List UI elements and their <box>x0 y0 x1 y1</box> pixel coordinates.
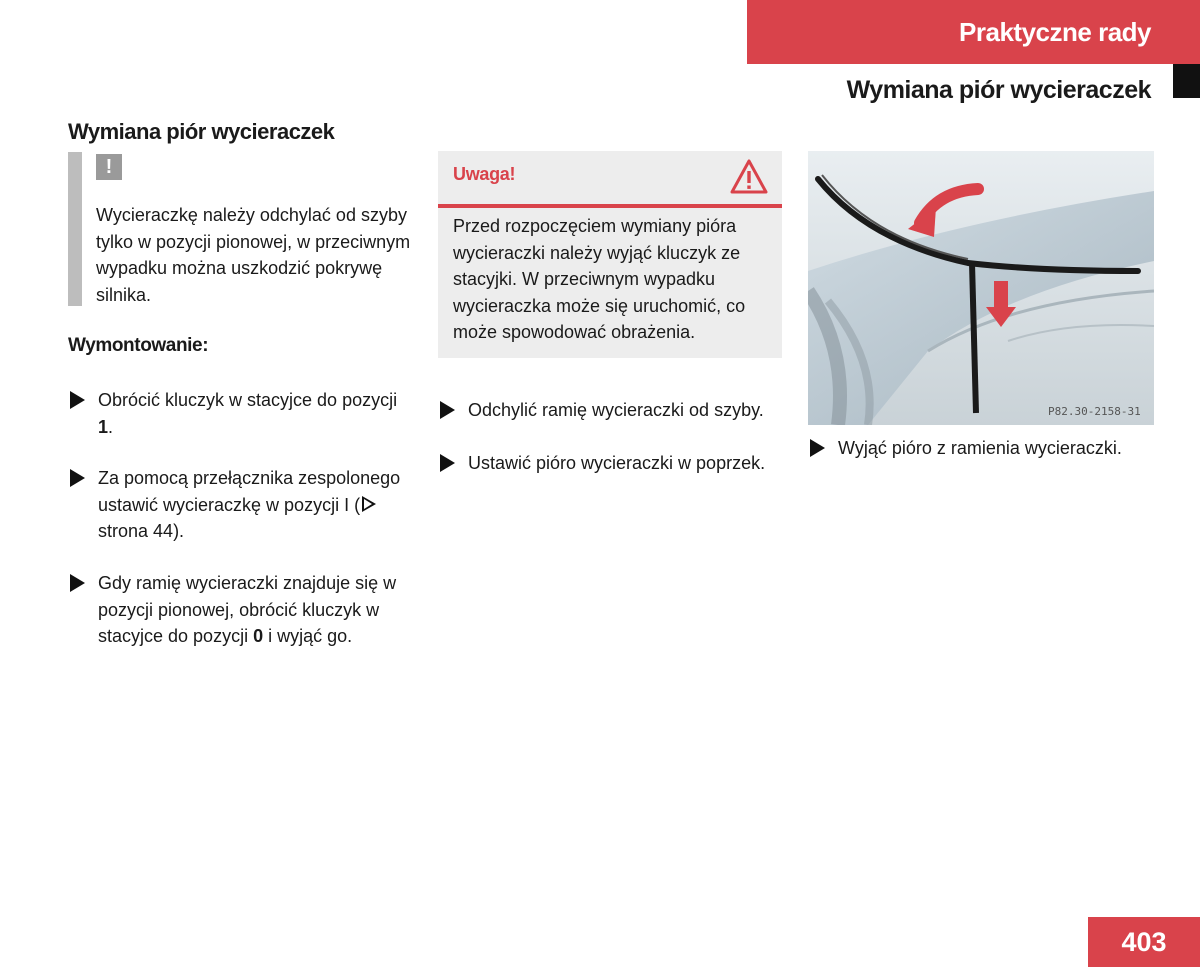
thumb-index-marker <box>1173 64 1200 98</box>
wiper-blade-illustration <box>808 151 1154 425</box>
page-reference-link[interactable]: strona 44 <box>98 521 174 541</box>
list-item <box>70 465 415 545</box>
list-item <box>70 387 415 440</box>
bullet-arrow-icon <box>70 391 85 409</box>
bullet-arrow-icon <box>70 574 85 592</box>
bullet-arrow-icon <box>70 469 85 487</box>
step-text: Odchylić ramię wycieraczki od szyby. <box>468 400 764 420</box>
running-head: Wymiana piór wycieraczek <box>846 76 1151 104</box>
step-text: Gdy ramię wycieraczki znajduje się w pozycji pionowej, obrócić kluczyk w stacyjce do pozycji 0 i wyjąć go. <box>98 573 397 646</box>
bullet-arrow-icon <box>810 439 825 457</box>
warning-box <box>438 151 782 358</box>
list-item <box>440 450 790 477</box>
list-item <box>440 397 790 424</box>
page-number: 403 <box>1088 917 1200 967</box>
step-text: Wyjąć pióro z ramienia wycieraczki. <box>838 438 1122 458</box>
warning-divider <box>438 204 782 208</box>
note-text: Wycieraczkę należy odchylać od szyby tylko w pozycji pionowej, w przeciwnym wypadku można uszkodzić pokrywę silnika. <box>96 205 411 305</box>
warning-title: Uwaga! <box>453 164 516 184</box>
warning-text: Przed rozpoczęciem wymiany pióra wycieraczki należy wyjąć kluczyk ze stacyjki. W przeciwnym wypadku wycieraczka może się uruchomić, co może spowodować obrażenia. <box>453 216 746 342</box>
step-text: Obrócić kluczyk w stacyjce do pozycji 1. <box>98 390 398 437</box>
bullet-arrow-icon <box>440 401 455 419</box>
section-title: Wymiana piór wycieraczek <box>68 119 335 144</box>
note-bar <box>68 152 82 306</box>
bullet-arrow-icon <box>440 454 455 472</box>
removal-heading: Wymontowanie: <box>68 335 209 356</box>
illustration-code: P82.30-2158-31 <box>1048 405 1141 418</box>
step-text: Za pomocą przełącznika zespolonego ustawić wycieraczkę w pozycji I (strona 44). <box>98 468 401 541</box>
warning-triangle-icon <box>729 157 769 197</box>
page-reference-icon <box>362 496 376 512</box>
list-item <box>70 570 415 650</box>
exclamation-icon: ! <box>96 154 122 180</box>
section-tab: Praktyczne rady <box>747 0 1200 64</box>
list-item <box>810 435 1170 462</box>
step-text: Ustawić pióro wycieraczki w poprzek. <box>468 453 766 473</box>
